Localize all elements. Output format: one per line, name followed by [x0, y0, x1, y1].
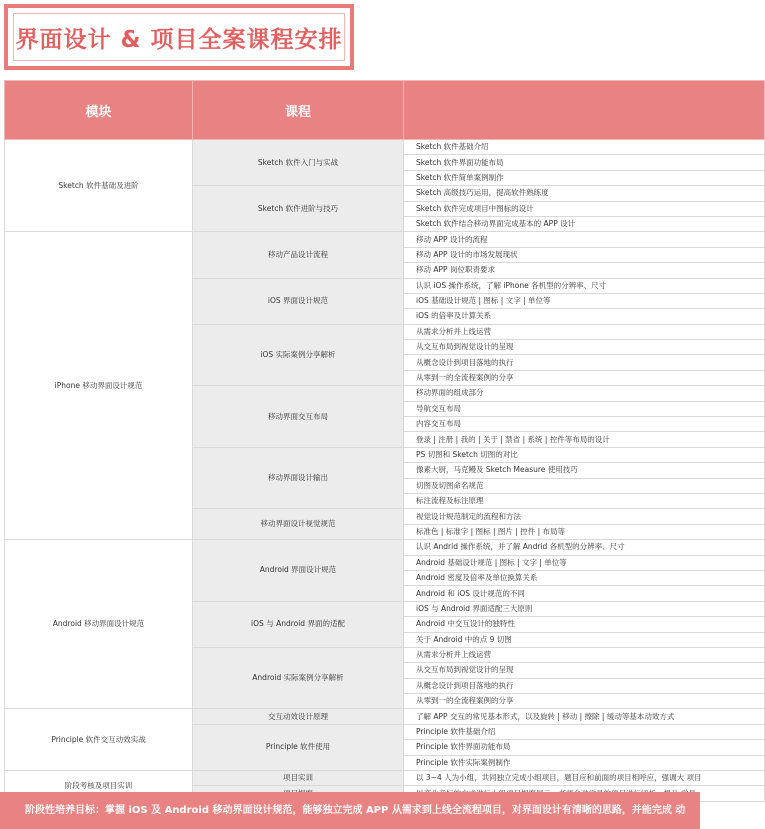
course-cell: Android 界面设计规范 — [193, 540, 404, 602]
content-item-cell: 移动 APP 岗位职责要求 — [404, 263, 765, 278]
content-item-cell: 移动 APP 设计的流程 — [404, 232, 765, 247]
content-item-cell: 从需求分析并上线运营 — [404, 647, 765, 662]
course-table-container — [4, 80, 700, 792]
content-item-cell: Sketch 软件界面功能布局 — [404, 155, 765, 170]
content-item-cell: 以 3~4 人为小组，共同独立完成小组项目，题目应和前面的项目相呼应，强调大 项目 — [404, 771, 765, 786]
module-cell: 阶段考核及项目实训 — [5, 771, 193, 802]
header-course: 课程 — [193, 81, 404, 140]
content-item-cell: 导航交互布局 — [404, 401, 765, 416]
content-item-cell: 视觉设计规范制定的流程和方法 — [404, 509, 765, 524]
course-cell: Sketch 软件入门与实战 — [193, 140, 404, 186]
content-item-cell: Android 和 iOS 设计规范的不同 — [404, 586, 765, 601]
content-item-cell: Principle 软件实际案例制作 — [404, 755, 765, 770]
content-item-cell: 从零到一的全流程案例的分享 — [404, 370, 765, 385]
course-cell: Sketch 软件进阶与技巧 — [193, 186, 404, 232]
page-title: 界面设计 & 项目全案课程安排 — [15, 26, 343, 53]
title-frame — [4, 4, 354, 70]
content-item-cell: 切图及切图命名规范 — [404, 478, 765, 493]
content-item-cell: 从概念设计到项目落地的执行 — [404, 678, 765, 693]
content-item-cell: Android 密度及倍率及单位换算关系 — [404, 570, 765, 585]
content-item-cell: Principle 软件界面功能布局 — [404, 740, 765, 755]
content-item-cell: PS 切图和 Sketch 切图的对比 — [404, 447, 765, 462]
content-item-cell: 从交互布局到视觉设计的呈现 — [404, 340, 765, 355]
module-cell: iPhone 移动界面设计规范 — [5, 232, 193, 540]
content-item-cell: 从需求分析并上线运营 — [404, 324, 765, 339]
header-module: 模块 — [5, 81, 193, 140]
content-item-cell: Sketch 高级技巧运用，提高软件熟练度 — [404, 186, 765, 201]
course-cell: Principle 软件使用 — [193, 724, 404, 770]
course-cell: iOS 实际案例分享解析 — [193, 324, 404, 386]
content-item-cell: iOS 基础设计规范 | 图标 | 文字 | 单位等 — [404, 293, 765, 308]
course-cell: iOS 界面设计规范 — [193, 278, 404, 324]
content-item-cell: Sketch 软件完成项目中图标的设计 — [404, 201, 765, 216]
module-cell: Principle 软件交互动效实战 — [5, 709, 193, 771]
content-item-cell: 了解 APP 交互的常见基本形式，以及旋转 | 移动 | 擦除 | 缓动等基本动效方式 — [404, 709, 765, 724]
content-item-cell: 从零到一的全流程案例的分享 — [404, 694, 765, 709]
content-item-cell: 从概念设计到项目落地的执行 — [404, 355, 765, 370]
content-item-cell: 内容交互布局 — [404, 417, 765, 432]
content-item-cell: 从交互布局到视觉设计的呈现 — [404, 663, 765, 678]
course-cell: 移动界面交互布局 — [193, 386, 404, 448]
content-item-cell: Sketch 软件结合移动界面完成基本的 APP 设计 — [404, 216, 765, 231]
course-cell: iOS 与 Android 界面的适配 — [193, 601, 404, 647]
module-cell: Android 移动界面设计规范 — [5, 540, 193, 709]
content-item-cell: Android 基础设计规范 | 图标 | 文字 | 单位等 — [404, 555, 765, 570]
header-content — [404, 81, 765, 140]
course-cell: 移动界面设计视觉规范 — [193, 509, 404, 540]
course-cell: Android 实际案例分享解析 — [193, 647, 404, 709]
content-item-cell: 标准色 | 标准字 | 图标 | 图片 | 控件 | 布局等 — [404, 524, 765, 539]
content-item-cell: 移动界面的组成部分 — [404, 386, 765, 401]
content-item-cell: Sketch 软件简单案例制作 — [404, 170, 765, 185]
table-header-row — [5, 81, 765, 140]
content-item-cell: 像素大厨，马克鳗及 Sketch Measure 使用技巧 — [404, 463, 765, 478]
content-item-cell: Principle 软件基础介绍 — [404, 724, 765, 739]
course-cell: 项目实训 — [193, 771, 404, 786]
module-cell: Sketch 软件基础及进阶 — [5, 140, 193, 232]
course-cell: 移动界面设计输出 — [193, 447, 404, 509]
table-row — [5, 540, 765, 555]
table-row — [5, 771, 765, 786]
course-cell: 移动产品设计流程 — [193, 232, 404, 278]
content-item-cell: 认识 Andrid 操作系统，并了解 Andrid 各机型的分辨率、尺寸 — [404, 540, 765, 555]
content-item-cell: 移动 APP 设计的市场发展现状 — [404, 247, 765, 262]
course-cell: 交互动效设计原理 — [193, 709, 404, 724]
content-item-cell: 登录 | 注册 | 我的 | 关于 | 禁省 | 系统 | 控件等布局的设计 — [404, 432, 765, 447]
title-inner — [13, 13, 345, 61]
table-row — [5, 709, 765, 724]
course-table — [4, 80, 765, 802]
content-item-cell: iOS 与 Android 界面适配三大原则 — [404, 601, 765, 616]
content-item-cell: iOS 的倍率及计算关系 — [404, 309, 765, 324]
stage-goal-footer: 阶段性培养目标：掌握 iOS 及 Android 移动界面设计规范，能够独立完成 APP 从需求到上线全流程项目，对界面设计有清晰的思路，并能完成 动 — [0, 792, 700, 829]
content-item-cell: Sketch 软件基础介绍 — [404, 140, 765, 155]
content-item-cell: Android 中交互设计的独特性 — [404, 617, 765, 632]
table-row — [5, 232, 765, 247]
content-item-cell: 认识 iOS 操作系统，了解 iPhone 各机型的分辨率、尺寸 — [404, 278, 765, 293]
content-item-cell: 关于 Android 中的点 9 切图 — [404, 632, 765, 647]
table-row — [5, 140, 765, 155]
content-item-cell: 标注流程及标注原理 — [404, 493, 765, 508]
table-body — [5, 140, 765, 802]
